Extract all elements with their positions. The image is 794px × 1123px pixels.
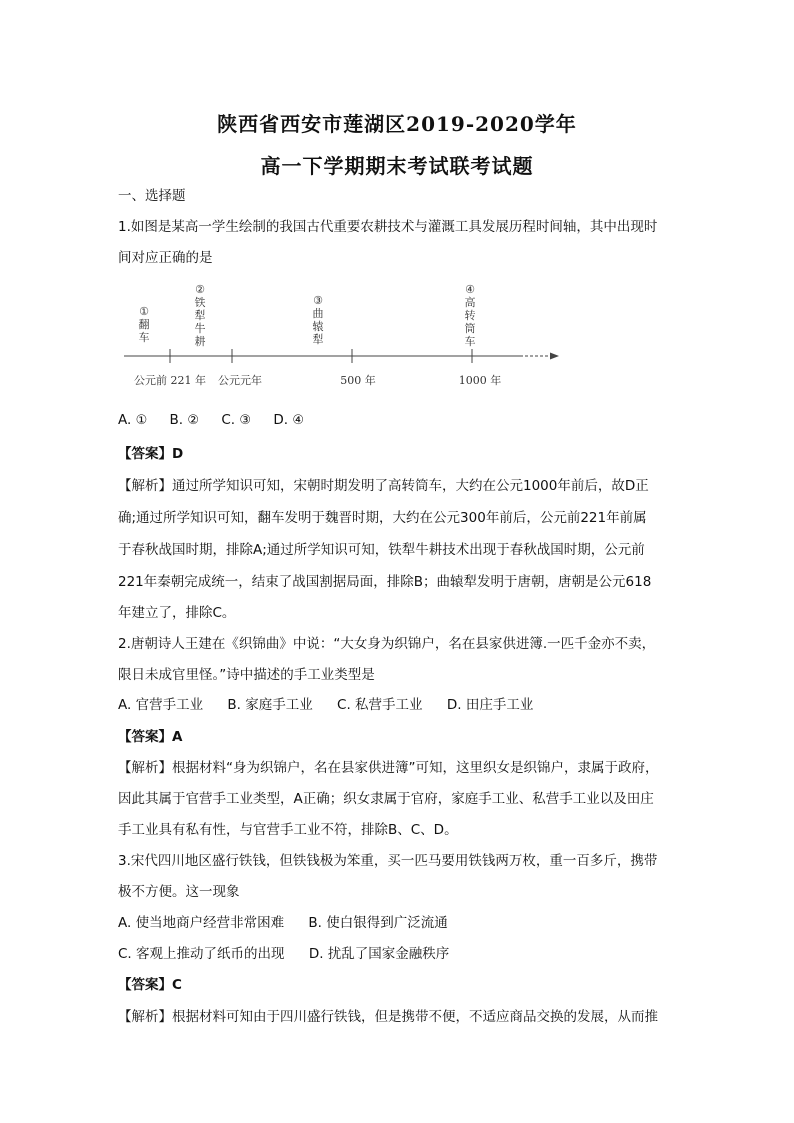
marker-3-char-2: 辕	[312, 320, 324, 333]
title-line-1: 陕西省西安市莲湖区2019-2020学年	[217, 112, 577, 136]
title-line-2: 高一下学期期末考试联考试题	[260, 154, 534, 178]
section-heading: 一、选择题	[118, 188, 186, 204]
q2-stem-line-2: 限日未成官里怪。”诗中描述的手工业类型是	[118, 667, 375, 683]
marker-4	[464, 283, 476, 348]
q3-options-row-1	[118, 913, 688, 933]
marker-4-char-1: 高	[464, 296, 476, 309]
q2-option-d: D. 田庄手工业	[446, 697, 534, 713]
marker-4-num: ④	[465, 283, 475, 296]
q2-stem-line-1: 2.唐朝诗人王建在《织锦曲》中说：“大女身为织锦户，名在县家供进簿.一匹千金亦不卖，	[118, 636, 656, 652]
q3-option-b: B. 使白银得到广泛流通	[308, 915, 448, 931]
marker-4-char-2: 转	[464, 309, 476, 322]
q1-answer: 【答案】D	[118, 446, 184, 462]
q1-option-c-value: ③	[239, 412, 252, 428]
timeline-arrow	[550, 353, 559, 360]
marker-2	[194, 283, 206, 348]
q1-option-a-letter: A.	[118, 412, 132, 428]
label-221bc: 公元前 221 年	[134, 374, 206, 387]
q2-answer: 【答案】A	[118, 729, 183, 745]
q1-options	[118, 410, 688, 430]
marker-1-char-2: 车	[138, 331, 150, 344]
label-year0: 公元元年	[218, 374, 262, 387]
q2-analysis-line-3: 手工业具有私有性，与官营手工业不符，排除B、C、D。	[118, 822, 458, 838]
label-500: 500 年	[340, 374, 376, 387]
q1-option-a-value: ①	[135, 412, 148, 428]
q3-option-d: D. 扰乱了国家金融秩序	[308, 946, 450, 962]
q1-stem-line-2: 间对应正确的是	[118, 250, 213, 266]
q2-option-a: A. 官营手工业	[118, 697, 204, 713]
q2-options	[118, 695, 688, 715]
marker-1-num: ①	[139, 305, 149, 318]
marker-2-char-3: 牛	[194, 322, 206, 335]
marker-3	[312, 294, 324, 346]
q1-option-c-letter: C.	[221, 412, 236, 428]
q2-analysis-line-1: 【解析】根据材料“身为织锦户，名在县家供进簿”可知，这里织女是织锦户，隶属于政府，	[118, 760, 659, 776]
q1-analysis-line-5: 年建立了，排除C。	[118, 605, 236, 621]
q3-answer: 【答案】C	[118, 977, 182, 993]
q2-option-c: C. 私营手工业	[337, 697, 423, 713]
marker-2-num: ②	[195, 283, 205, 296]
q1-stem-line-1: 1.如图是某高一学生绘制的我国古代重要农耕技术与灌溉工具发展历程时间轴，其中出现时	[118, 219, 658, 235]
q1-timeline-figure	[118, 278, 578, 393]
q1-analysis-line-4: 221年秦朝完成统一，结束了战国割据局面，排除B；曲辕犁发明于唐朝，唐朝是公元618	[118, 574, 652, 590]
label-1000: 1000 年	[458, 374, 502, 387]
q1-option-d-value: ④	[292, 412, 304, 428]
marker-3-char-3: 犁	[312, 333, 324, 346]
marker-2-char-4: 耕	[194, 335, 206, 348]
q3-stem-line-2: 极不方便。这一现象	[118, 884, 240, 900]
marker-1-char-1: 翻	[138, 318, 150, 331]
q1-analysis-line-2: 确;通过所学知识可知，翻车发明于魏晋时期，大约在公元300年前后，公元前221年前属	[118, 510, 647, 526]
marker-3-num: ③	[313, 294, 323, 307]
q1-option-b-letter: B.	[169, 412, 184, 428]
q3-options-row-2	[118, 944, 688, 964]
marker-2-char-2: 犁	[194, 309, 206, 322]
q3-analysis-line-1: 【解析】根据材料可知由于四川盛行铁钱，但是携带不便，不适应商品交换的发展，从而推	[118, 1009, 658, 1025]
marker-4-char-4: 车	[464, 335, 476, 348]
marker-1	[138, 305, 150, 344]
marker-2-char-1: 铁	[194, 296, 206, 309]
q1-analysis-line-3: 于春秋战国时期，排除A;通过所学知识可知，铁犁牛耕技术出现于春秋战国时期，公元前	[118, 542, 645, 558]
q3-option-c: C. 客观上推动了纸币的出现	[118, 946, 285, 962]
q3-option-a: A. 使当地商户经营非常困难	[118, 915, 285, 931]
q2-analysis-line-2: 因此其属于官营手工业类型，A正确；织女隶属于官府，家庭手工业、私营手工业以及田庄	[118, 791, 654, 807]
q3-stem-line-1: 3.宋代四川地区盛行铁钱，但铁钱极为笨重，买一匹马要用铁钱两万枚，重一百多斤，携带	[118, 853, 658, 869]
marker-4-char-3: 筒	[464, 322, 476, 335]
q1-option-d-letter: D.	[273, 412, 289, 428]
q1-analysis-line-1: 【解析】通过所学知识可知，宋朝时期发明了高转筒车，大约在公元1000年前后，故D正	[118, 478, 649, 494]
q2-option-b: B. 家庭手工业	[227, 697, 313, 713]
marker-3-char-1: 曲	[312, 307, 324, 320]
q1-option-b-value: ②	[187, 412, 200, 428]
